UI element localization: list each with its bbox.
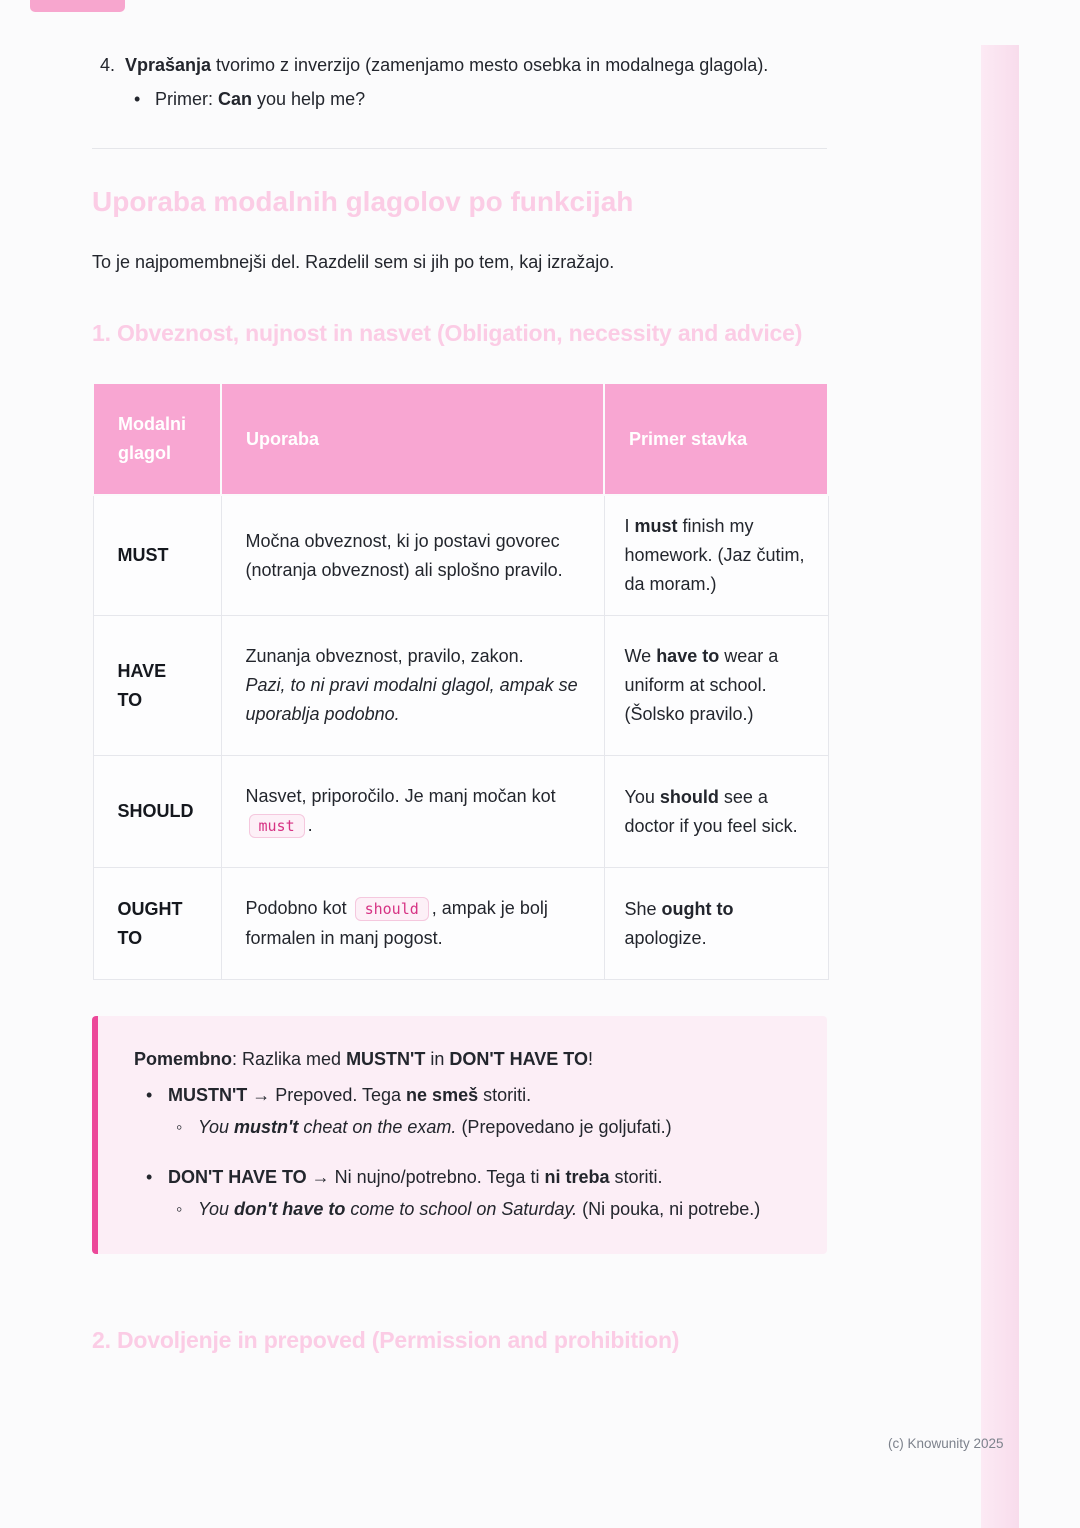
usage-cell: Podobno kot should , ampak je bolj formalen in manj pogost.	[221, 868, 604, 980]
callout-bullet-dont-have-to	[134, 1162, 767, 1192]
numbered-list-item-4	[92, 50, 827, 80]
callout-bullet-mustnt	[134, 1080, 767, 1110]
modal-cell: MUST	[93, 495, 221, 616]
callout-bullet-text: DON'T HAVE TO → Ni nujno/potrebno. Tega ti ni treba storiti.	[168, 1167, 663, 1187]
usage-cell: Močna obveznost, ki jo postavi govorec (notranja obveznost) ali splošno pravilo.	[221, 495, 604, 616]
table-row-have-to	[93, 616, 828, 756]
modal-cell: OUGHT TO	[93, 868, 221, 980]
section-title: Uporaba modalnih glagolov po funkcijah	[92, 186, 634, 217]
callout-sub-bullet-text: You mustn't cheat on the exam. (Prepovedano je goljufati.)	[198, 1117, 672, 1137]
bullet-icon	[146, 1080, 168, 1110]
table-row-should	[93, 756, 828, 868]
callout-sub-bullet-dont-have-to	[134, 1194, 767, 1224]
list-item-text: Vprašanja tvorimo z inverzijo (zamenjamo mesto osebka in modalnega glagola).	[125, 55, 769, 75]
bullet-icon	[146, 1162, 168, 1192]
important-callout	[92, 1016, 827, 1254]
table-header-row	[93, 383, 828, 495]
modal-verbs-table	[92, 382, 829, 980]
table-header-example: Primer stavka	[604, 383, 828, 495]
bullet-item-primer	[92, 84, 827, 114]
right-margin-stripe	[981, 45, 1019, 1528]
callout-title: Pomembno: Razlika med MUSTN'T in DON'T HAVE TO!	[134, 1049, 593, 1069]
lead-paragraph: To je najpomembnejši del. Razdelil sem si jih po tem, kaj izražajo.	[92, 252, 615, 272]
table-header-usage: Uporaba	[221, 383, 604, 495]
usage-cell: Zunanja obveznost, pravilo, zakon. Pazi, to ni pravi modalni glagol, ampak se uporablja podobno.	[221, 616, 604, 756]
callout-sub-bullet-text: You don't have to come to school on Saturday. (Ni pouka, ni potrebe.)	[198, 1199, 761, 1219]
example-cell: We have to wear a uniform at school. (Šolsko pravilo.)	[604, 616, 828, 756]
copyright-note: (c) Knowunity 2025	[888, 1436, 1004, 1451]
bullet-icon	[134, 84, 155, 114]
bullet-text: Primer: Can you help me?	[155, 89, 366, 109]
subsection-heading-1: 1. Obveznost, nujnost in nasvet (Obligation, necessity and advice)	[92, 320, 803, 346]
usage-cell: Nasvet, priporočilo. Je manj močan kot must .	[221, 756, 604, 868]
example-cell: She ought to apologize.	[604, 868, 828, 980]
callout-bullet-text: MUSTN'T → Prepoved. Tega ne smeš storiti.	[168, 1085, 532, 1105]
modal-cell: SHOULD	[93, 756, 221, 868]
sub-bullet-icon	[176, 1112, 198, 1142]
table-row-ought-to	[93, 868, 828, 980]
subsection-heading-2: 2. Dovoljenje in prepoved (Permission and prohibition)	[92, 1327, 680, 1353]
modal-cell: HAVE TO	[93, 616, 221, 756]
divider	[92, 148, 827, 149]
callout-sub-bullet-mustnt	[134, 1112, 767, 1142]
document-content	[92, 0, 827, 1357]
example-cell: You should see a doctor if you feel sick.	[604, 756, 828, 868]
list-number: 4.	[100, 55, 116, 75]
sub-bullet-icon	[176, 1194, 198, 1224]
example-cell: I must finish my homework. (Jaz čutim, da moram.)	[604, 495, 828, 616]
table-header-modal: Modalni glagol	[93, 383, 221, 495]
table-row-must	[93, 495, 828, 616]
